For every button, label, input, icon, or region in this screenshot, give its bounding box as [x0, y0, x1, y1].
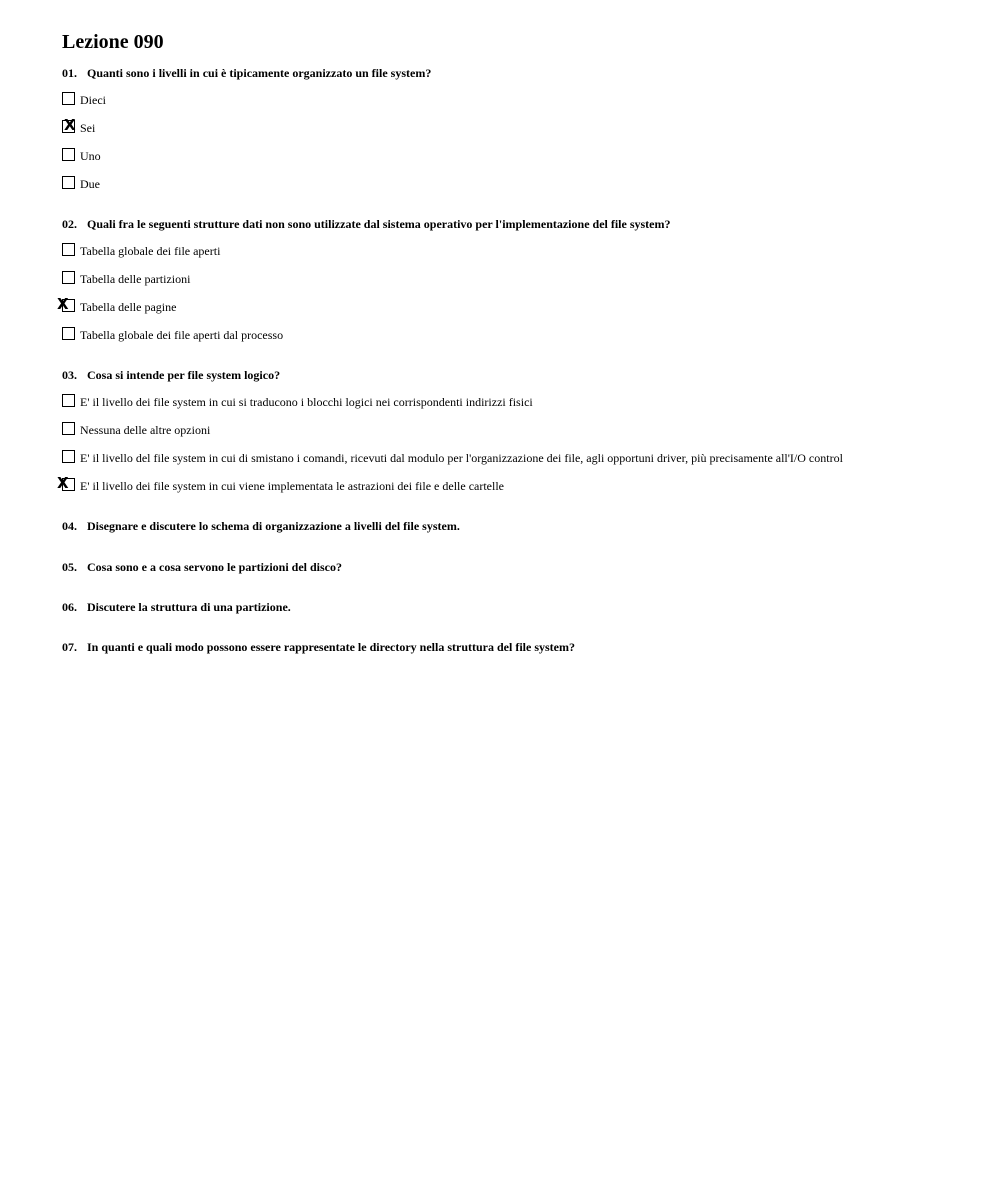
- answer-option[interactable]: [62, 92, 962, 108]
- check-mark-icon: X: [57, 474, 69, 492]
- question-01: [62, 66, 962, 192]
- question-number: 04.: [62, 519, 77, 533]
- option-label: Tabella globale dei file aperti dal processo: [80, 328, 284, 342]
- checkbox[interactable]: [62, 92, 75, 105]
- question-number: 07.: [62, 640, 77, 654]
- option-label: Sei: [80, 121, 96, 135]
- check-mark-icon: X: [57, 295, 69, 313]
- answer-option[interactable]: [62, 450, 962, 466]
- checkbox[interactable]: [62, 422, 75, 435]
- question-heading: [62, 560, 962, 574]
- question-number: 03.: [62, 368, 77, 382]
- question-heading: [62, 600, 962, 614]
- answer-option[interactable]: [57, 474, 962, 494]
- answer-option[interactable]: [62, 271, 962, 287]
- question-heading: [62, 640, 962, 654]
- option-label: Tabella delle pagine: [80, 300, 177, 314]
- check-mark-icon: X: [64, 116, 76, 134]
- question-text: Discutere la struttura di una partizione.: [87, 600, 291, 614]
- answer-option[interactable]: [62, 422, 962, 438]
- question-text: Quanti sono i livelli in cui è tipicamente organizzato un file system?: [87, 66, 432, 80]
- question-05: [62, 560, 962, 574]
- answer-option[interactable]: [62, 176, 962, 192]
- question-heading: [62, 217, 962, 231]
- question-text: Cosa sono e a cosa servono le partizioni del disco?: [87, 560, 342, 574]
- option-label: Tabella delle partizioni: [80, 272, 191, 286]
- question-text: Cosa si intende per file system logico?: [87, 368, 281, 382]
- checkbox[interactable]: [62, 243, 75, 256]
- question-text: Quali fra le seguenti strutture dati non sono utilizzate dal sistema operativo per l'implementazione del file system?: [87, 217, 671, 231]
- question-06: [62, 600, 962, 614]
- option-label: Due: [80, 177, 100, 191]
- checkbox[interactable]: [62, 450, 75, 463]
- checkbox[interactable]: [62, 148, 75, 161]
- answer-option[interactable]: [62, 148, 962, 164]
- option-label: Dieci: [80, 93, 106, 107]
- question-text: In quanti e quali modo possono essere rappresentate le directory nella struttura del file system?: [87, 640, 575, 654]
- question-number: 02.: [62, 217, 77, 231]
- question-heading: [62, 66, 962, 80]
- answer-option[interactable]: [62, 327, 962, 343]
- option-label: E' il livello dei file system in cui viene implementata le astrazioni dei file e delle cartelle: [80, 479, 505, 493]
- question-text: Disegnare e discutere lo schema di organizzazione a livelli del file system.: [87, 519, 460, 533]
- answer-option[interactable]: [62, 116, 962, 136]
- question-03: [57, 368, 962, 494]
- checkbox[interactable]: [62, 327, 75, 340]
- option-label: E' il livello dei file system in cui si traducono i blocchi logici nei corrispondenti indirizzi fisici: [80, 395, 533, 409]
- question-heading: [62, 368, 962, 382]
- option-label: Uno: [80, 149, 101, 163]
- question-number: 01.: [62, 66, 77, 80]
- question-number: 06.: [62, 600, 77, 614]
- checkbox[interactable]: [62, 271, 75, 284]
- checkbox[interactable]: [62, 176, 75, 189]
- answer-option[interactable]: [62, 243, 962, 259]
- question-02: [57, 217, 962, 343]
- question-number: 05.: [62, 560, 77, 574]
- option-label: E' il livello del file system in cui di smistano i comandi, ricevuti dal modulo per l'organizzazione dei file, agli opportuni driver, più precisamente all'I/O control: [80, 451, 843, 465]
- page-title: Lezione 090: [62, 31, 164, 53]
- question-07: [62, 640, 962, 654]
- option-label: Tabella globale dei file aperti: [80, 244, 221, 258]
- option-label: Nessuna delle altre opzioni: [80, 423, 211, 437]
- question-heading: [62, 519, 962, 533]
- question-04: [62, 519, 962, 533]
- answer-option[interactable]: [57, 295, 962, 315]
- checkbox[interactable]: [62, 394, 75, 407]
- answer-option[interactable]: [62, 394, 962, 410]
